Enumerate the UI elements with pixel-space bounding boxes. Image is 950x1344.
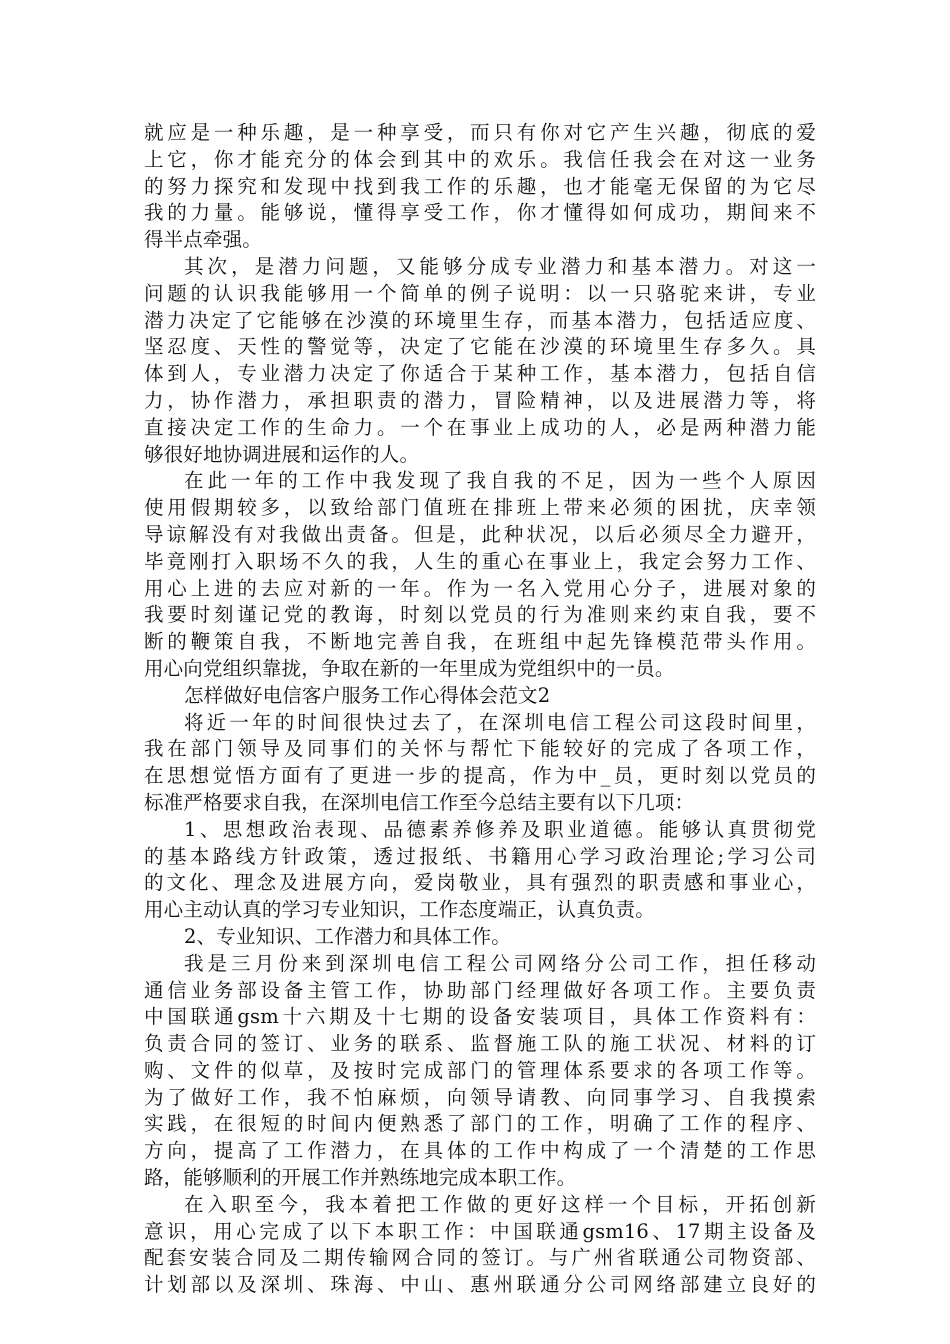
text-line: 通信业务部设备主管工作，协助部门经理做好各项工作。主要负责 (144, 978, 816, 1002)
text-line: 在此一年的工作中我发现了我自我的不足，因为一些个人原因 (184, 469, 816, 493)
text-line: 的努力探究和发现中找到我工作的乐趣，也才能毫无保留的为它尽 (144, 174, 816, 198)
text-line: 用心上进的去应对新的一年。作为一名入党用心分子，进展对象的 (144, 576, 816, 600)
text-line: 计划部以及深圳、珠海、中山、惠州联通分公司网络部建立良好的 (144, 1273, 816, 1297)
text-line: 为了做好工作，我不怕麻烦，向领导请教、向同事学习、自我摸索 (144, 1085, 816, 1109)
text-line: 将近一年的时间很快过去了，在深圳电信工程公司这段时间里， (184, 710, 816, 734)
text-line: 潜力决定了它能够在沙漠的环境里生存，而基本潜力，包括适应度、 (144, 308, 816, 332)
text-line: 我要时刻谨记党的教诲，时刻以党员的行为准则来约束自我，要不 (144, 603, 816, 627)
text-line: 上它，你才能充分的体会到其中的欢乐。我信任我会在对这一业务 (144, 147, 816, 171)
text-line: 我是三月份来到深圳电信工程公司网络分公司工作，担任移动 (184, 951, 816, 975)
text-line: 问题的认识我能够用一个简单的例子说明：以一只骆驼来讲，专业 (144, 281, 816, 305)
text-line: 够很好地协调进展和运作的人。 (144, 442, 420, 466)
text-line: 方向，提高了工作潜力，在具体的工作中构成了一个清楚的工作思 (144, 1139, 816, 1163)
text-line: 直接决定工作的生命力。一个在事业上成功的人，必是两种潜力能 (144, 415, 816, 439)
text-line: 毕竟刚打入职场不久的我，人生的重心在事业上，我定会努力工作、 (144, 549, 816, 573)
text-line: 标准严格要求自我，在深圳电信工作至今总结主要有以下几项： (144, 790, 695, 814)
document-body (144, 120, 816, 1299)
text-line: 的基本路线方针政策，透过报纸、书籍用心学习政治理论;学习公司 (144, 844, 816, 868)
text-line: 坚忍度、天性的警觉等，决定了它能在沙漠的环境里生存多久。具 (144, 335, 816, 359)
text-line: 用心向党组织靠拢，争取在新的一年里成为党组织中的一员。 (144, 656, 675, 680)
text-line: 断的鞭策自我，不断地完善自我，在班组中起先锋模范带头作用。 (144, 630, 816, 654)
text-line: 路，能够顺利的开展工作并熟练地完成本职工作。 (144, 1166, 577, 1190)
text-line: 在思想觉悟方面有了更进一步的提高，作为中_员，更时刻以党员的 (144, 764, 816, 788)
text-line: 意识，用心完成了以下本职工作：中国联通gsm16、17期主设备及 (144, 1219, 816, 1243)
text-line: 力，协作潜力，承担职责的潜力，冒险精神，以及进展潜力等，将 (144, 388, 816, 412)
text-line: 实践，在很短的时间内便熟悉了部门的工作，明确了工作的程序、 (144, 1112, 816, 1136)
text-line: 用心主动认真的学习专业知识，工作态度端正，认真负责。 (144, 898, 655, 922)
text-line: 就应是一种乐趣，是一种享受，而只有你对它产生兴趣，彻底的爱 (144, 121, 816, 144)
text-line: 2、专业知识、工作潜力和具体工作。 (184, 924, 511, 948)
text-line: 中国联通gsm十六期及十七期的设备安装项目，具体工作资料有： (144, 1005, 816, 1029)
text-line: 的文化、理念及进展方向，爱岗敬业，具有强烈的职责感和事业心， (144, 871, 816, 895)
text-line: 怎样做好电信客户服务工作心得体会范文2 (184, 683, 551, 707)
text-line: 购、文件的似草，及按时完成部门的管理体系要求的各项工作等。 (144, 1058, 816, 1082)
text-line: 在入职至今，我本着把工作做的更好这样一个目标，开拓创新 (184, 1192, 816, 1216)
text-line: 我的力量。能够说，懂得享受工作，你才懂得如何成功，期间来不 (144, 201, 816, 225)
text-line: 体到人，专业潜力决定了你适合于某种工作，基本潜力，包括自信 (144, 362, 816, 386)
text-line: 配套安装合同及二期传输网合同的签订。与广州省联通公司物资部、 (144, 1246, 816, 1270)
text-line: 导谅解没有对我做出责备。但是，此种状况，以后必须尽全力避开， (144, 522, 816, 546)
text-line: 1、思想政治表现、品德素养修养及职业道德。能够认真贯彻党 (184, 817, 816, 841)
text-line: 得半点牵强。 (144, 228, 262, 252)
text-line: 使用假期较多，以致给部门值班在排班上带来必须的困扰，庆幸领 (144, 496, 816, 520)
text-line: 我在部门领导及同事们的关怀与帮忙下能较好的完成了各项工作， (144, 737, 816, 761)
text-line: 负责合同的签订、业务的联系、监督施工队的施工状况、材料的订 (144, 1032, 816, 1056)
text-line: 其次，是潜力问题，又能够分成专业潜力和基本潜力。对这一 (184, 254, 816, 278)
